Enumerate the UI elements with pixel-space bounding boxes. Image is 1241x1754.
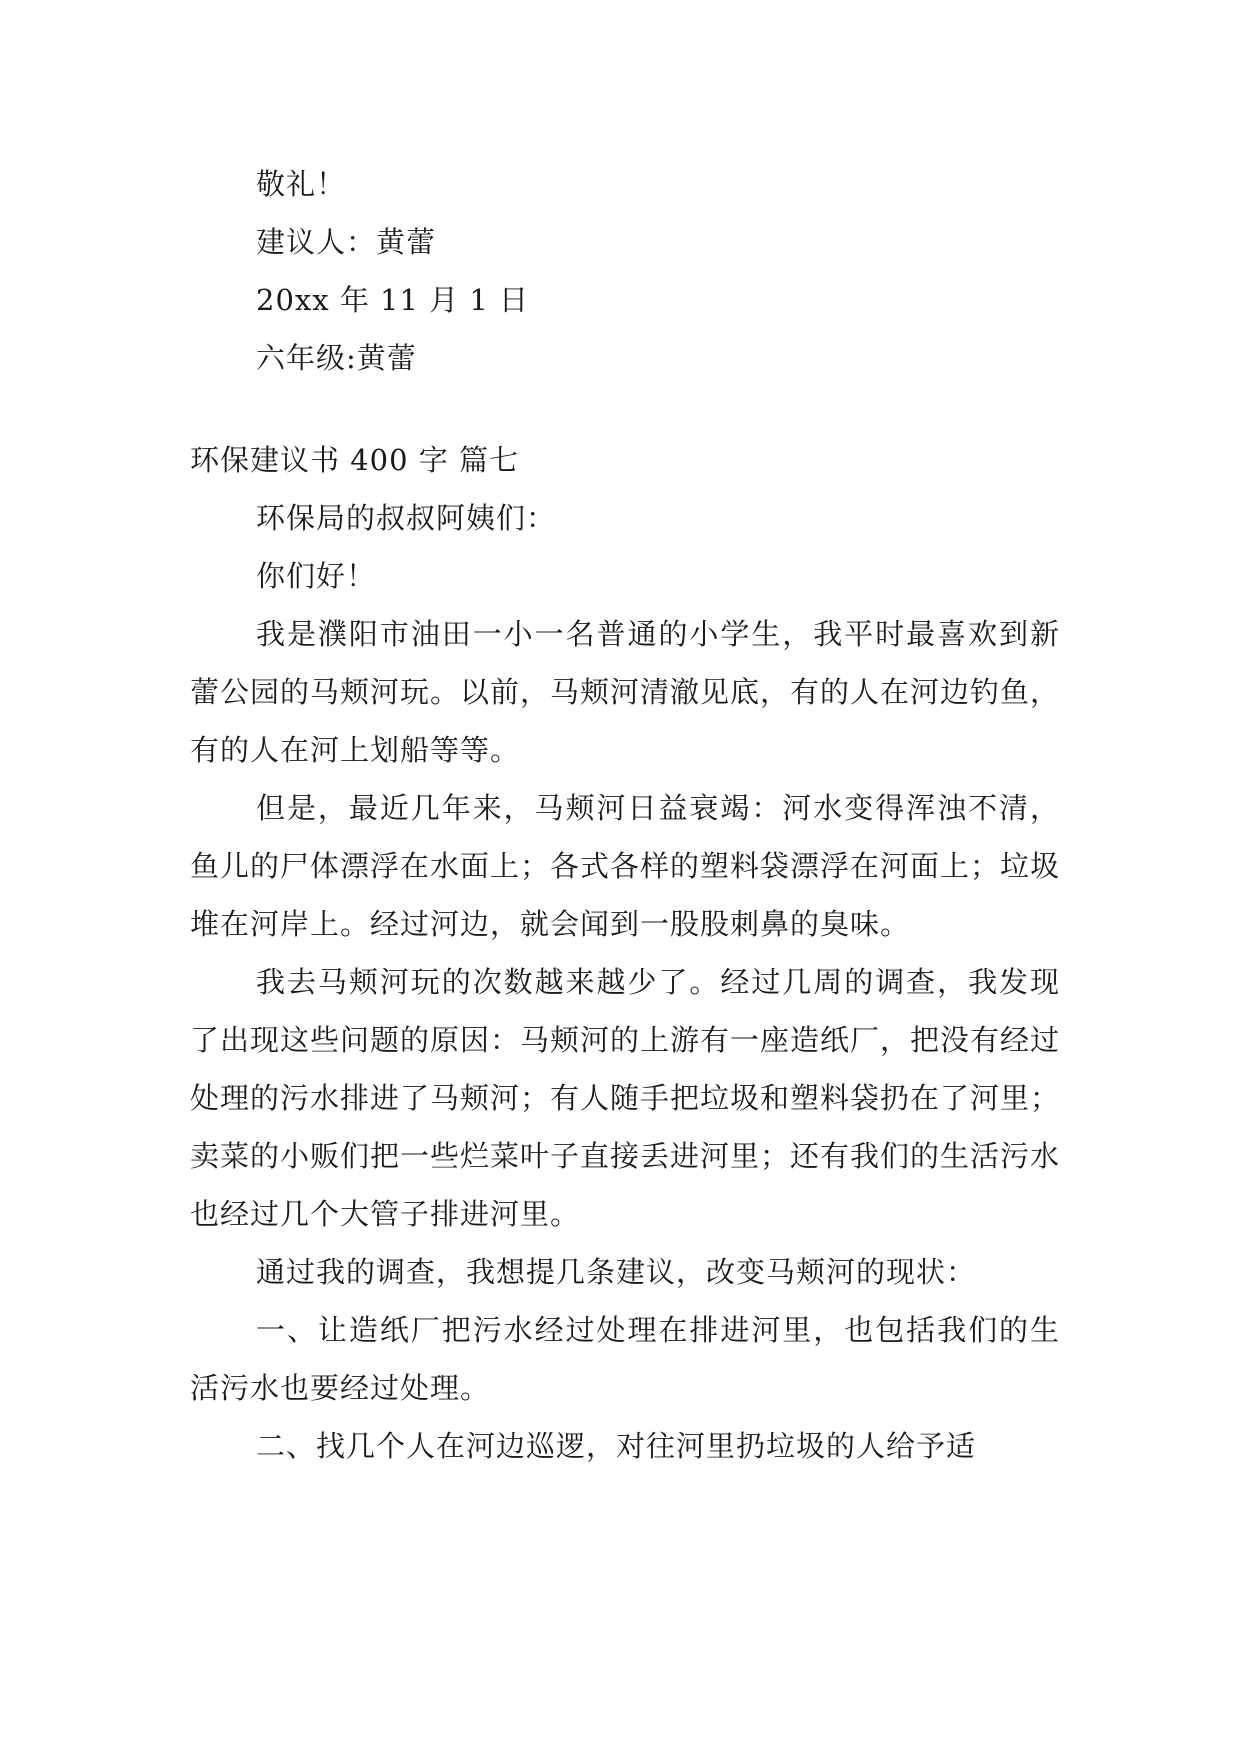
body-paragraph: 二、找几个人在河边巡逻，对往河里扔垃圾的人给予适: [256, 1429, 977, 1463]
closing-salute: 敬礼！: [256, 167, 347, 201]
signer-line: 建议人：黄蕾: [256, 225, 437, 259]
body-paragraph: 一、让造纸厂把污水经过处理在排进河里，也包括我们的生活污水也要经过处理。: [190, 1313, 1060, 1405]
body-paragraph: 通过我的调查，我想提几条建议，改变马颊河的现状：: [256, 1255, 977, 1289]
body-paragraph: 但是，最近几年来，马颊河日益衰竭：河水变得浑浊不清，鱼儿的尸体漂浮在水面上；各式各样的塑料袋漂浮在河面上；垃圾堆在河岸上。经过河边，就会闻到一股股刺鼻的臭味。: [190, 791, 1061, 941]
document-body: [190, 155, 1060, 1475]
grade-author-line: 六年级:黄蕾: [256, 341, 417, 375]
hello-line: 你们好！: [256, 559, 377, 593]
body-paragraph: 我去马颊河玩的次数越来越少了。经过几周的调查，我发现了出现这些问题的原因：马颊河的上游有一座造纸厂，把没有经过处理的污水排进了马颊河；有人随手把垃圾和塑料袋扔在了河里；卖菜的小贩们把一些烂菜叶子直接丢进河里；还有我们的生活污水也经过几个大管子排进河里。: [190, 965, 1061, 1231]
greeting-line: 环保局的叔叔阿姨们：: [256, 501, 557, 535]
body-paragraph: 我是濮阳市油田一小一名普通的小学生，我平时最喜欢到新蕾公园的马颊河玩。以前，马颊河清澈见底，有的人在河边钓鱼，有的人在河上划船等等。: [190, 617, 1061, 767]
date-line: 20xx 年 11 月 1 日: [256, 283, 530, 317]
section-heading: 环保建议书 400 字 篇七: [190, 443, 520, 477]
section-gap: [190, 387, 1060, 431]
